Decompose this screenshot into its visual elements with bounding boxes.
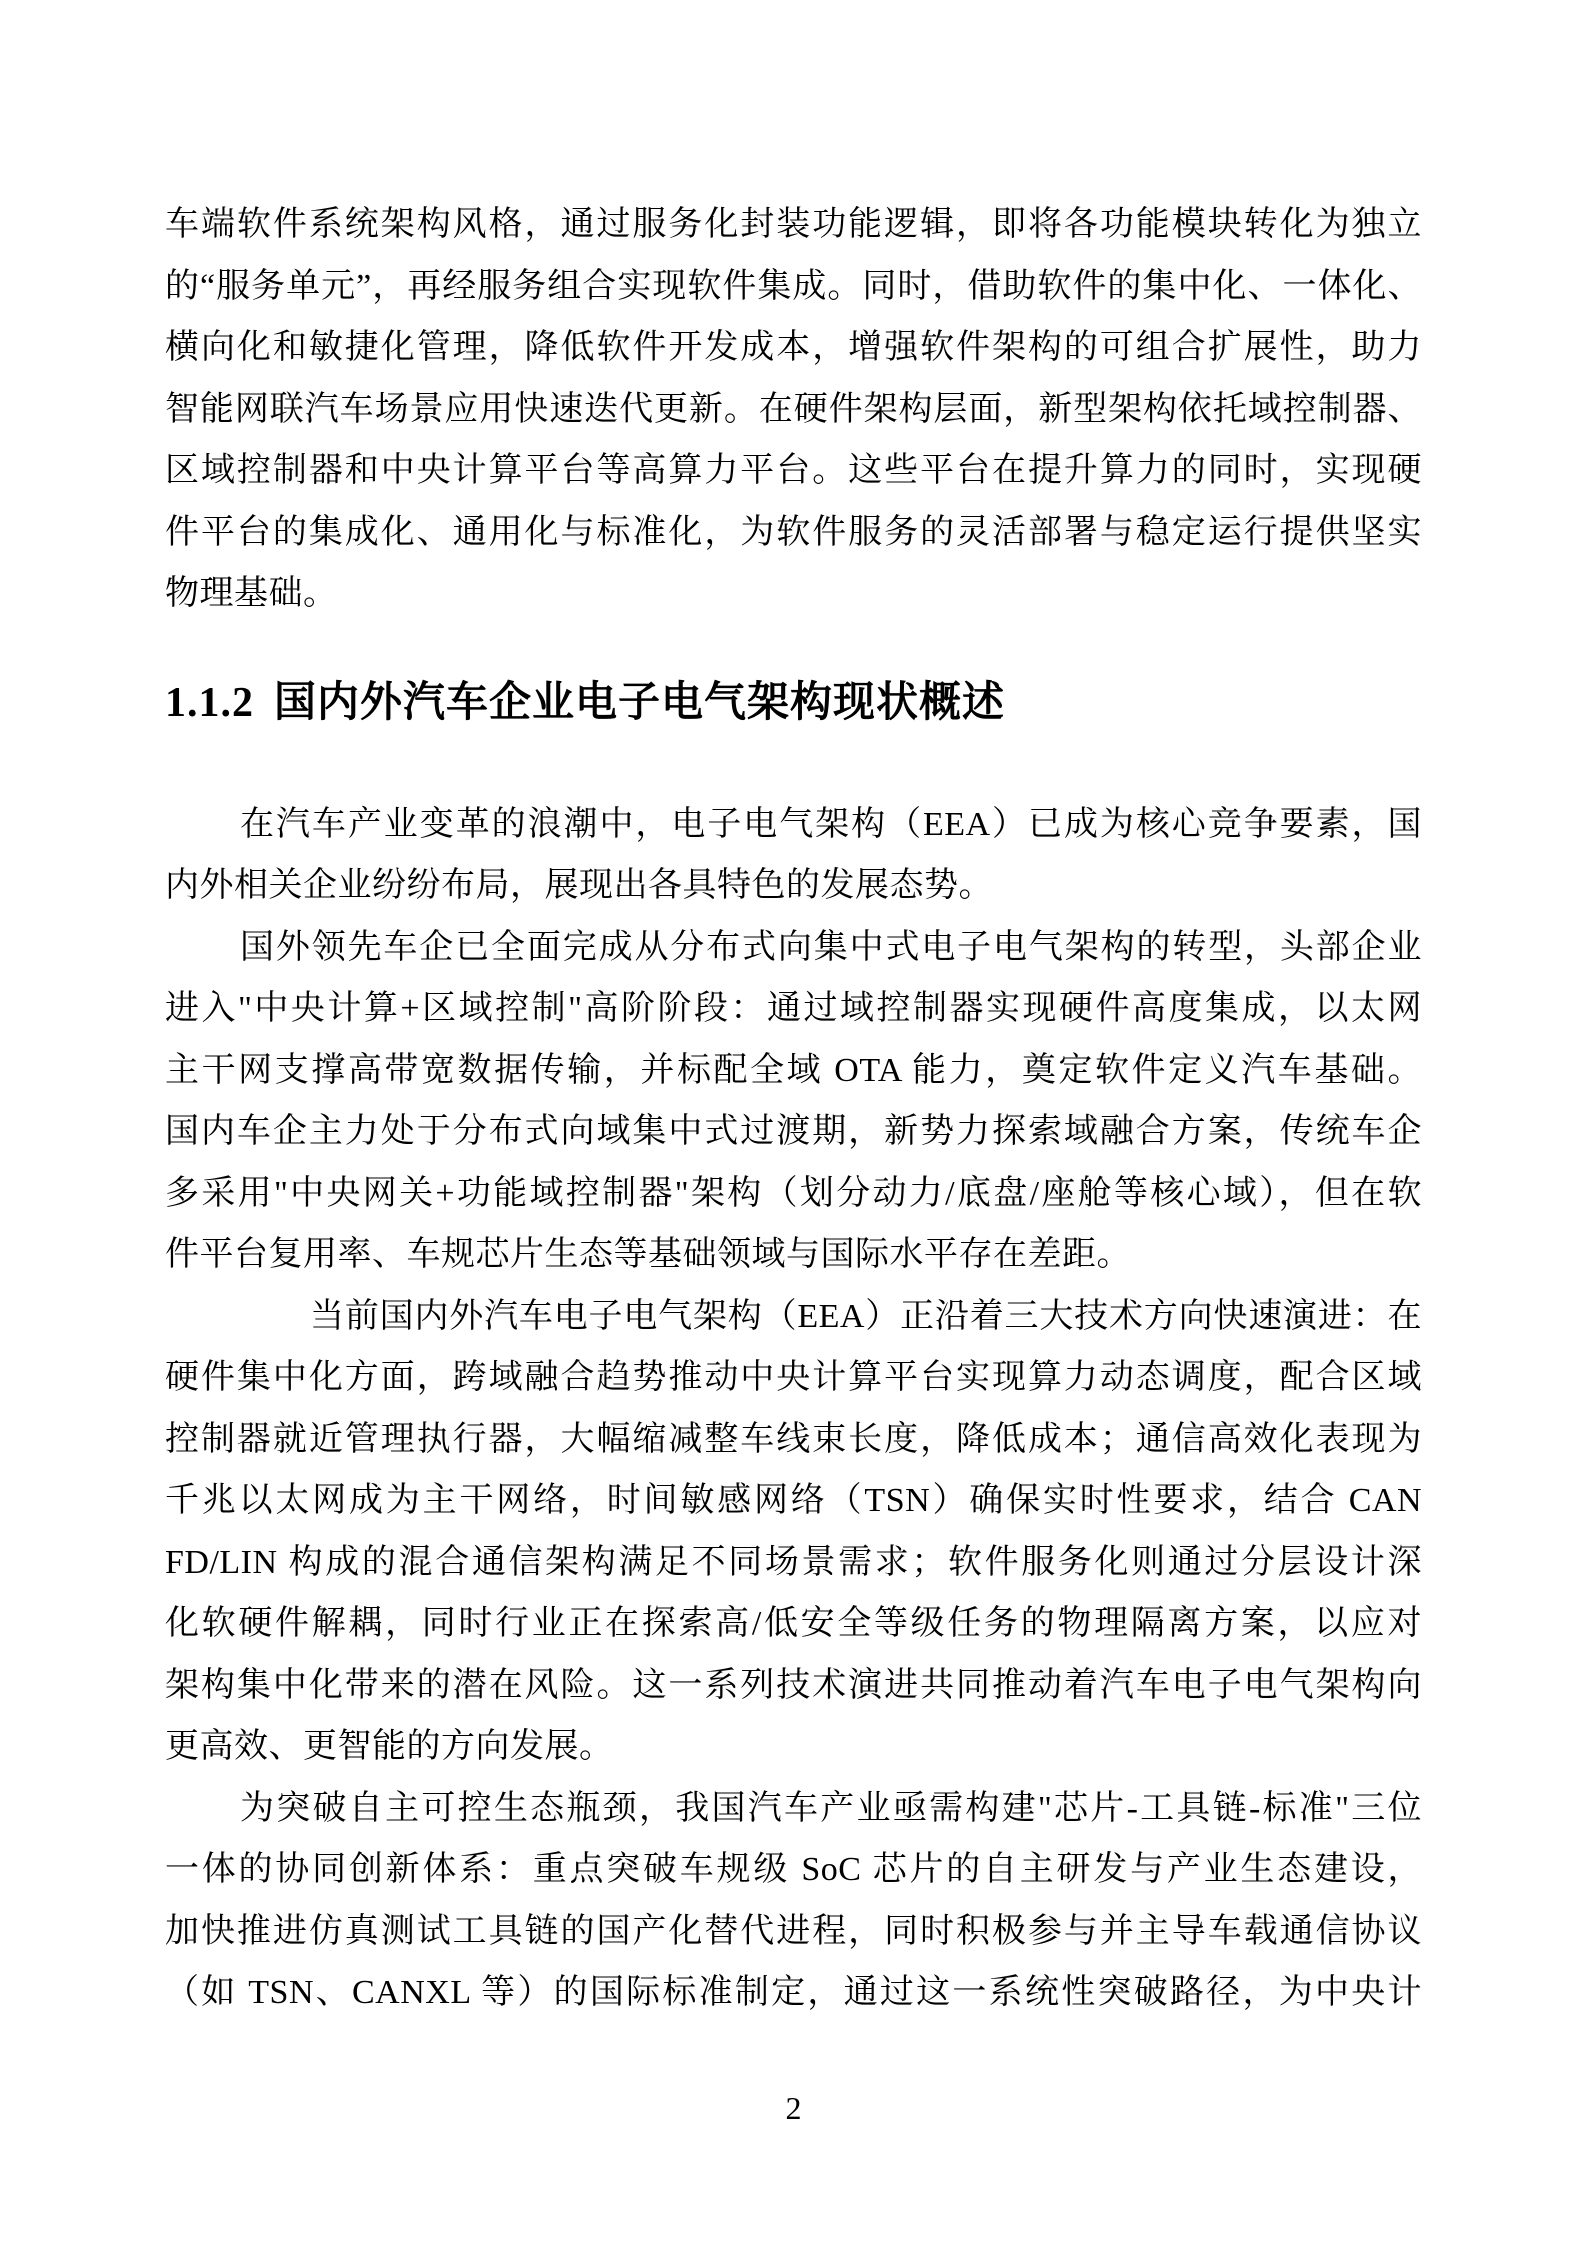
- text-line: 智能网联汽车场景应用快速迭代更新。在硬件架构层面，新型架构依托域控制器、: [165, 390, 1422, 428]
- text-line: 物理基础。: [165, 575, 338, 612]
- text-line: 为突破自主可控生态瓶颈，我国汽车产业亟需构建"芯片-工具链-标准"三位: [240, 1789, 1422, 1827]
- text-line: 在汽车产业变革的浪潮中，电子电气架构（EEA）已成为核心竞争要素，国: [240, 805, 1422, 843]
- text-line: 化软硬件解耦，同时行业正在探索高/低安全等级任务的物理隔离方案，以应对: [165, 1605, 1422, 1642]
- page-footer: [0, 2088, 1587, 2128]
- text-line: 国内车企主力处于分布式向域集中式过渡期，新势力探索域融合方案，传统车企: [165, 1113, 1422, 1150]
- section-heading: [165, 671, 1422, 734]
- text-line: 多采用"中央网关+功能域控制器"架构（划分动力/底盘/座舱等核心域），但在软: [165, 1174, 1422, 1212]
- body-paragraphs: [165, 794, 1422, 2024]
- paragraph: [165, 794, 1422, 917]
- paragraph: [165, 194, 1422, 625]
- text-line: 件平台复用率、车规芯片生态等基础领域与国际水平存在差距。: [165, 1236, 1131, 1273]
- text-line: 横向化和敏捷化管理，降低软件开发成本，增强软件架构的可组合扩展性，助力: [165, 329, 1422, 366]
- text-line: （如 TSN、CANXL 等）的国际标准制定，通过这一系统性突破路径，为中央计: [165, 1974, 1422, 2011]
- text-line: 区域控制器和中央计算平台等高算力平台。这些平台在提升算力的同时，实现硬: [165, 452, 1422, 489]
- paragraph: [165, 917, 1422, 1286]
- text-line: FD/LIN 构成的混合通信架构满足不同场景需求；软件服务化则通过分层设计深: [165, 1543, 1422, 1581]
- text-line: 千兆以太网成为主干网络，时间敏感网络（TSN）确保实时性要求，结合 CAN: [165, 1482, 1422, 1519]
- text-line: 件平台的集成化、通用化与标准化，为软件服务的灵活部署与稳定运行提供坚实: [165, 513, 1422, 551]
- text-line: 车端软件系统架构风格，通过服务化封装功能逻辑，即将各功能模块转化为独立: [165, 206, 1422, 243]
- page-content: [165, 194, 1422, 2024]
- text-line: 的“服务单元”，再经服务组合实现软件集成。同时，借助软件的集中化、一体化、: [165, 267, 1422, 305]
- continuation-paragraphs: [165, 194, 1422, 625]
- text-line: 更高效、更智能的方向发展。: [165, 1728, 614, 1765]
- page-number: 2: [785, 2090, 802, 2126]
- text-line: 加快推进仿真测试工具链的国产化替代进程，同时积极参与并主导车载通信协议: [165, 1912, 1422, 1950]
- paragraph: [165, 1778, 1422, 2024]
- text-line: 主干网支撑高带宽数据传输，并标配全域 OTA 能力，奠定软件定义汽车基础。: [165, 1051, 1422, 1089]
- text-line: 国外领先车企已全面完成从分布式向集中式电子电气架构的转型，头部企业: [240, 928, 1422, 966]
- text-line: 架构集中化带来的潜在风险。这一系列技术演进共同推动着汽车电子电气架构向: [165, 1666, 1422, 1704]
- section-number: 1.1.2: [165, 679, 254, 726]
- text-line: 一体的协同创新体系：重点突破车规级 SoC 芯片的自主研发与产业生态建设，: [165, 1851, 1422, 1888]
- section-title: 国内外汽车企业电子电气架构现状概述: [274, 677, 1006, 725]
- text-line: 控制器就近管理执行器，大幅缩减整车线束长度，降低成本；通信高效化表现为: [165, 1420, 1422, 1458]
- paragraph: [165, 1286, 1422, 1778]
- text-line: 进入"中央计算+区域控制"高阶阶段：通过域控制器实现硬件高度集成，以太网: [165, 990, 1422, 1027]
- text-line: 硬件集中化方面，跨域融合趋势推动中央计算平台实现算力动态调度，配合区域: [165, 1359, 1422, 1396]
- text-line: 内外相关企业纷纷布局，展现出各具特色的发展态势。: [165, 867, 993, 904]
- text-line: 当前国内外汽车电子电气架构（EEA）正沿着三大技术方向快速演进：在: [310, 1297, 1422, 1335]
